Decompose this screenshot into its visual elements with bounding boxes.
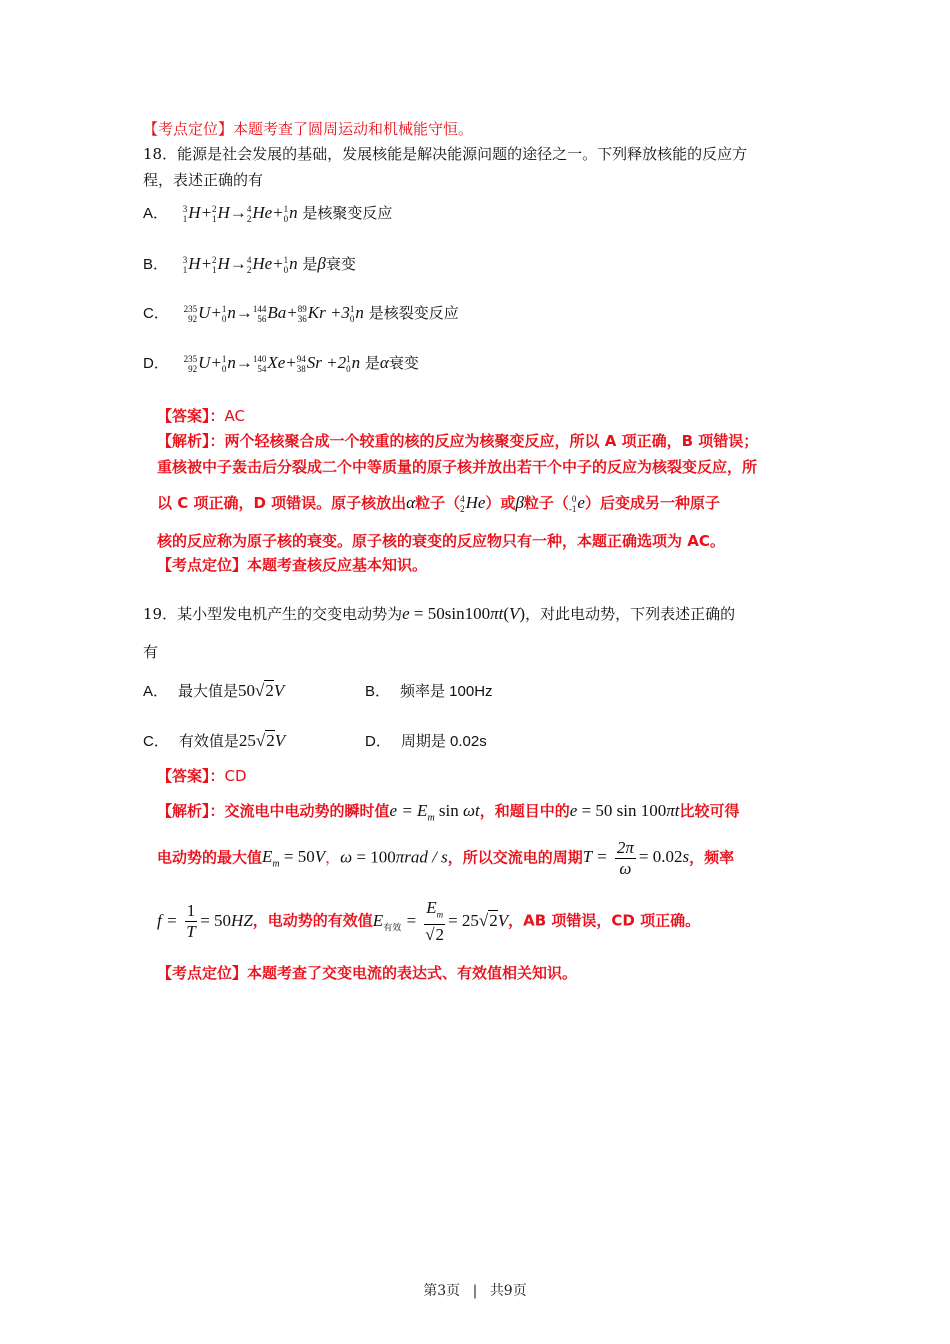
q19-jiexi-2a: 电动势的最大值 [157,848,263,867]
q18-option-d-equation: 235 92 U+ 1 0 n→ 140 54 Xe+ 94 38 Sr +2 1 0 n [183,353,361,375]
q18-stem-line2: 程，表述正确的有 [143,171,264,189]
q19-answer-value: CD [224,767,247,785]
q19-option-b-text: 频率是 100Hz [400,683,493,700]
q19-option-a-text: 最大值是 [178,682,239,700]
q18-jiexi-line4: 核的反应称为原子核的衰变。原子核的衰变的反应物只有一种，本题正确选项为 AC。 [157,532,725,550]
q19-option-b[interactable] [365,680,493,701]
q19-answer-label: 【答案】： [157,767,225,785]
q19-jiexi-1a: 交流电中电动势的瞬时值 [224,802,390,820]
q18-option-a[interactable] [143,202,392,224]
q18-stem-line1: 18．能源是社会发展的基础，发展核能是解决能源问题的途径之一。下列释放核能的反应方 [143,145,748,163]
q19-option-d[interactable] [365,730,487,751]
q18-jiexi-3a: 以 C 项正确，D 项错误。原子核放出 [157,494,407,512]
q19-jiexi-2c: ，频率 [689,848,735,867]
q19-stem-a: 19．某小型发电机产生的交变电动势为 [143,605,403,623]
q19-option-c-label: C． [143,733,169,750]
helium-nuclide: 4 2 He [460,493,486,515]
q19-jiexi-3a: ，电动势的有效值 [252,911,373,930]
q19-option-a-label: A． [143,683,169,700]
footer-separator: | [472,1283,478,1299]
q19-em-value: $E_m = 50V$ [262,847,326,870]
q19-stem-line2: 有 [143,643,159,661]
q18-jiexi-line2: 重核被中子轰击后分裂成二个中等质量的原子核并放出若干个中子的反应为核裂变反应，所 [157,458,758,476]
q18-answer-value: AC [224,407,245,425]
q19-effective-formula: $E_{有效}$ = $\frac{E_m}{√2}$ = 25√2V [372,898,509,945]
q18-option-c-tail: 是核裂变反应 [368,304,459,322]
q19-jiexi-line1 [157,800,740,823]
q18-jiexi-line1 [157,430,758,451]
q19-jiexi-1b: ，和题目中的 [479,802,570,820]
q18-jiexi-3b: 粒子（ [415,494,461,512]
q18-option-b-label: B． [143,256,169,273]
q19-instant-emf: $e = E_m$ sin ωt [389,801,480,824]
q18-option-b-equation: 3 1 H+ 2 1 H→ 4 2 He+ 1 0 n [182,254,298,276]
q18-answer [157,405,245,426]
alpha-symbol: α [406,493,416,512]
q19-omega-value: ω = 100πrad / s [340,847,448,867]
electron-nuclide: 0 -1 e [568,493,585,515]
q19-given-emf: e = 50 sin 100πt [569,801,680,820]
q19-stem-line1: 19．某小型发电机产生的交变电动势为e = 50sin100πt(V)，对此电动势，下列表述正确的 [143,604,736,623]
q18-option-a-equation: 3 1 H+ 2 1 H→ 4 2 He+ 1 0 n [182,203,298,225]
beta-symbol: β [515,493,524,512]
q19-option-d-text: 周期是 0.02s [400,733,487,750]
page-footer [0,1280,950,1300]
q19-jiexi-line3 [157,898,700,945]
footer-total: 共9页 [489,1283,527,1299]
q18-jiexi-3e: ）后变成另一种原子 [584,494,720,512]
q19-option-a[interactable]: A． 最大值是50√2V [143,681,285,700]
q19-jiexi-label: 【解析】： [157,802,225,820]
q19-jiexi-3b: ，AB 项错误，CD 项正确。 [508,911,701,930]
q18-option-d-is: 是 [364,354,380,372]
q18-option-d-label: D． [143,355,169,372]
q19-option-d-label: D． [365,733,391,750]
q19-jiexi-1c: 比较可得 [679,802,740,820]
q18-option-b-is: 是 [302,255,318,273]
q19-jiexi-2b: ，所以交流电的周期 [447,848,583,867]
q19-option-c[interactable]: C． 有效值是25√2V [143,731,286,750]
q18-jiexi-3c: ）或 [485,494,516,512]
q18-jiexi-3d: 粒子（ [523,494,569,512]
q18-answer-label: 【答案】： [157,407,225,425]
q19-stem-b: ，对此电动势，下列表述正确的 [525,605,736,623]
q18-jiexi-text1: 两个轻核聚合成一个较重的核的反应为核聚变反应，所以 A 项正确，B 项错误； [224,432,759,450]
q18-jiexi-label: 【解析】： [157,432,225,450]
footer-page: 第3页 [423,1283,461,1299]
q19-option-b-label: B． [365,683,391,700]
q18-option-d-tail: 衰变 [388,354,419,372]
q18-option-a-tail: 是核聚变反应 [302,204,393,222]
q18-jiexi-line3 [157,492,720,514]
q18-option-d[interactable] [143,352,419,374]
prev-kaodian: 【考点定位】本题考查了圆周运动和机械能守恒。 [143,120,474,138]
q19-jiexi-line2: 电动势的最大值$E_m = 50V$，ω = 100πrad / s，所以交流电的周期T = $\frac{2\pi}{\omega}$ = 0.02s，频率 [157,838,735,878]
q19-period-formula: T = $\frac{2\pi}{\omega}$ = 0.02s [582,838,690,878]
q18-option-c-equation: 235 92 U+ 1 0 n→ 144 56 Ba+ 89 36 Kr +3 1 0 n [183,303,364,325]
q18-option-b-tail: 衰变 [325,255,356,273]
q19-emf-equation: e [402,604,410,623]
q19-frequency-formula: f = $\frac{1}{T}$ = 50HZ [157,901,253,942]
q18-kaodian: 【考点定位】本题考查核反应基本知识。 [157,556,428,574]
q18-option-c[interactable] [143,302,459,324]
q19-answer [157,765,247,786]
alpha-symbol: α [379,353,389,372]
beta-symbol: β [317,254,326,273]
q18-option-b[interactable] [143,253,356,275]
q18-option-a-label: A． [143,205,169,222]
q19-kaodian: 【考点定位】本题考查了交变电流的表达式、有效值相关知识。 [157,964,578,982]
q18-option-c-label: C． [143,305,169,322]
q19-option-c-text: 有效值是 [178,732,239,750]
